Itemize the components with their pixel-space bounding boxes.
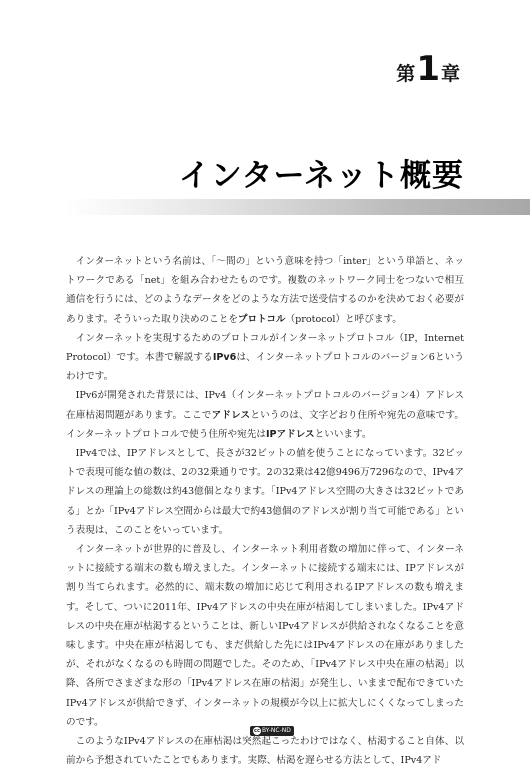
paragraph bbox=[66, 386, 464, 444]
cc-symbol: cc bbox=[254, 728, 260, 734]
paragraph bbox=[66, 732, 464, 770]
bold-term: プロトコル bbox=[237, 313, 286, 325]
cc-license-icon bbox=[250, 726, 294, 736]
paragraph bbox=[66, 540, 464, 732]
chapter-prefix: 第 bbox=[396, 63, 416, 85]
bold-term: IPv6 bbox=[212, 352, 237, 364]
chapter-suffix: 章 bbox=[440, 63, 460, 85]
bold-term: アドレス bbox=[211, 409, 251, 421]
chapter-title: インターネット概要 bbox=[178, 158, 464, 194]
chapter-label bbox=[396, 49, 460, 89]
text-run: インターネットが世界的に普及し、インターネット利用者数の増加に伴って、インターネットに接続する端末の数も増えました。インターネットに接続する端末には、IPアドレスが割り当てられます。必然的に、端末数の増加に応じて利用されるIPアドレスの数も増えます。そして、ついに2011年、IPv4アドレスの中央在庫が枯渇してしまいました。IPv4アドレスの中央在庫が枯渇するということは、新しいIPv4アドレスが供給されなくなることを意味します。中央在庫が枯渇しても、まだ供給した先にはIPv4アドレスの在庫がありましたが、それがなくなるのも時間の問題でした。そのため、「IPv4アドレス中央在庫の枯渇」以降、各所でさまざまな形の「IPv4アドレス在庫の枯渇」が発生し、いままで配布できていたIPv4アドレスが供給できず、インターネットの規模が今以上に拡大しにくくなってしまったのです。 bbox=[66, 544, 464, 728]
text-run: といいます。 bbox=[314, 428, 372, 440]
body-text bbox=[66, 252, 464, 770]
chapter-number: 1 bbox=[416, 49, 440, 89]
text-run: （protocol）と呼びます。 bbox=[285, 313, 402, 325]
text-run: IPv4では、IPアドレスとして、長さが32ビットの値を使うことになっています。32ビットで表現可能な値の数は、2の32乗通りです。2の32乗は42億9496万7296なので、IPv4アドレスの理論上の総数は約43億個となります。「IPv4アドレス空間の大きさは32ビットである」とか「IPv4アドレス空間からは最大で約43億個のアドレスが割り当て可能である」という表現は、このことをいっています。 bbox=[66, 448, 464, 536]
bold-term: IPアドレス bbox=[265, 428, 315, 440]
paragraph bbox=[66, 444, 464, 540]
paragraph bbox=[66, 252, 464, 329]
text-run: このようなIPv4アドレスの在庫枯渇は突然起こったわけではなく、枯渇すること自体、以前から予想されていたことでもあります。実際、枯渇を遅らせる方法として、IPv4アド bbox=[66, 736, 464, 767]
paragraph bbox=[66, 329, 464, 387]
text-run: は、インターネットプロトコルのバージョン6というわけです。 bbox=[66, 352, 464, 383]
text-run: というのは、文字どおり住所や宛先の意味です。インターネットプロトコルで使う住所や宛先は bbox=[66, 409, 465, 440]
text-run: IPv6が開発された背景には、IPv4（インターネットプロトコルのバージョン4）アドレス在庫枯渇問題があります。ここで bbox=[66, 390, 464, 421]
title-gradient-bar bbox=[66, 199, 530, 215]
text-run: インターネットという名前は、「〜間の」という意味を持つ「inter」という単語と、ネットワークである「net」を組み合わせたものです。複数のネットワーク同士をつないで相互通信を行うには、どのようなデータをどのような方法で送受信するのかを決めておく必要があります。そういった取り決めのことを bbox=[66, 256, 464, 325]
cc-license-text: BY-NC-ND bbox=[262, 727, 291, 734]
text-run: インターネットを実現するためのプロトコルがインターネットプロトコル（IP，Internet Protocol）です。本書で解説する bbox=[66, 332, 464, 364]
